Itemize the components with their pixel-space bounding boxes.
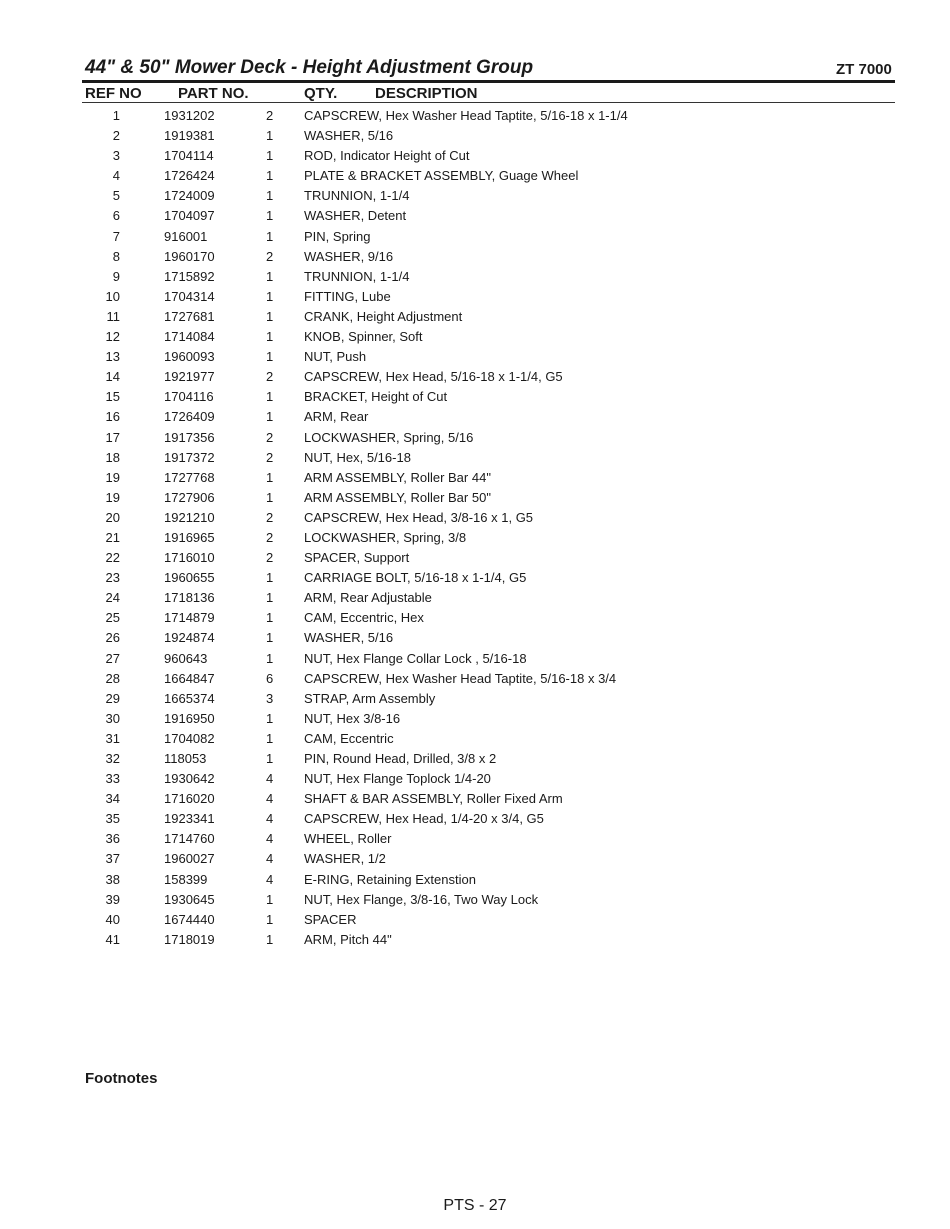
part-number-cell: 916001 <box>164 228 208 244</box>
part-number-cell: 1718136 <box>164 590 215 606</box>
description-cell: ARM ASSEMBLY, Roller Bar 50" <box>304 489 491 505</box>
ref-cell: 14 <box>105 369 120 385</box>
quantity-cell: 4 <box>266 811 274 827</box>
part-number-cell: 1916965 <box>164 529 215 545</box>
header-rule <box>82 80 895 83</box>
table-row <box>0 588 950 608</box>
table-row <box>0 508 950 528</box>
quantity-cell: 1 <box>266 891 274 907</box>
quantity-cell: 3 <box>266 690 274 706</box>
column-header-ref: REF NO <box>85 85 142 102</box>
quantity-cell: 1 <box>266 308 274 324</box>
part-number-cell: 1716020 <box>164 791 215 807</box>
table-row <box>0 126 950 146</box>
description-cell: CAPSCREW, Hex Washer Head Taptite, 5/16-18 x 1-1/4 <box>304 108 628 123</box>
ref-cell: 38 <box>105 871 120 887</box>
ref-cell: 4 <box>112 168 120 184</box>
part-number-cell: 1923341 <box>164 811 215 827</box>
table-row <box>0 307 950 327</box>
table-row <box>0 829 950 849</box>
quantity-cell: 4 <box>266 871 274 887</box>
ref-cell: 1 <box>112 108 120 123</box>
part-number-cell: 1714084 <box>164 329 215 345</box>
part-number-cell: 1917356 <box>164 429 215 445</box>
ref-cell: 10 <box>105 288 120 304</box>
quantity-cell: 4 <box>266 831 274 847</box>
quantity-cell: 1 <box>266 469 274 485</box>
table-row <box>0 709 950 729</box>
description-cell: CAM, Eccentric <box>304 730 394 746</box>
description-cell: E-RING, Retaining Extenstion <box>304 871 476 887</box>
table-row <box>0 749 950 769</box>
ref-cell: 39 <box>105 891 120 907</box>
ref-cell: 36 <box>105 831 120 847</box>
part-number-cell: 1727906 <box>164 489 215 505</box>
quantity-cell: 1 <box>266 228 274 244</box>
ref-cell: 11 <box>106 308 120 324</box>
ref-cell: 22 <box>105 550 120 566</box>
description-cell: STRAP, Arm Assembly <box>304 690 436 706</box>
column-header-part: PART NO. <box>178 85 249 102</box>
table-row <box>0 689 950 709</box>
quantity-cell: 2 <box>266 509 274 525</box>
description-cell: WASHER, 1/2 <box>304 851 386 867</box>
quantity-cell: 1 <box>266 329 274 345</box>
table-row <box>0 106 950 126</box>
quantity-cell: 2 <box>266 369 274 385</box>
table-row <box>0 287 950 307</box>
part-number-cell: 1716010 <box>164 550 215 566</box>
ref-cell: 7 <box>112 228 120 244</box>
ref-cell: 12 <box>105 329 120 345</box>
ref-cell: 19 <box>105 489 120 505</box>
table-row <box>0 267 950 287</box>
ref-cell: 33 <box>105 771 120 787</box>
table-row <box>0 347 950 367</box>
page-number: PTS - 27 <box>443 1197 507 1214</box>
quantity-cell: 4 <box>266 771 274 787</box>
quantity-cell: 1 <box>266 128 274 144</box>
table-row <box>0 428 950 448</box>
ref-cell: 5 <box>112 188 120 204</box>
description-cell: CAPSCREW, Hex Head, 3/8-16 x 1, G5 <box>304 509 534 525</box>
quantity-cell: 1 <box>266 148 274 164</box>
table-row <box>0 548 950 568</box>
ref-cell: 16 <box>105 409 120 425</box>
description-cell: SPACER <box>304 911 357 927</box>
table-row <box>0 890 950 910</box>
part-number-cell: 1704116 <box>164 389 214 405</box>
ref-cell: 31 <box>105 730 120 746</box>
quantity-cell: 4 <box>266 791 274 807</box>
part-number-cell: 1930645 <box>164 891 215 907</box>
ref-cell: 9 <box>112 268 120 284</box>
table-row <box>0 146 950 166</box>
description-cell: KNOB, Spinner, Soft <box>304 329 423 345</box>
part-number-cell: 1960093 <box>164 349 215 365</box>
description-cell: LOCKWASHER, Spring, 5/16 <box>304 429 474 445</box>
description-cell: TRUNNION, 1-1/4 <box>304 268 410 284</box>
parts-list <box>0 106 950 950</box>
part-number-cell: 1665374 <box>164 690 215 706</box>
description-cell: NUT, Hex Flange, 3/8-16, Two Way Lock <box>304 891 539 907</box>
description-cell: WASHER, 9/16 <box>304 248 394 264</box>
table-row <box>0 789 950 809</box>
ref-cell: 2 <box>112 128 120 144</box>
description-cell: ARM, Rear <box>304 409 369 425</box>
part-number-cell: 1704314 <box>164 288 215 304</box>
quantity-cell: 1 <box>266 570 274 586</box>
table-row <box>0 227 950 247</box>
part-number-cell: 1726409 <box>164 409 215 425</box>
quantity-cell: 4 <box>266 851 274 867</box>
ref-cell: 15 <box>105 389 120 405</box>
ref-cell: 8 <box>112 248 120 264</box>
quantity-cell: 1 <box>266 489 274 505</box>
description-cell: NUT, Hex Flange Toplock 1/4-20 <box>304 771 491 787</box>
ref-cell: 28 <box>105 670 120 686</box>
part-number-cell: 1727681 <box>164 308 215 324</box>
part-number-cell: 1715892 <box>164 268 215 284</box>
description-cell: PIN, Spring <box>304 228 371 244</box>
table-row <box>0 387 950 407</box>
table-row <box>0 769 950 789</box>
description-cell: PIN, Round Head, Drilled, 3/8 x 2 <box>304 751 497 766</box>
description-cell: WASHER, Detent <box>304 208 407 224</box>
part-number-cell: 1916950 <box>164 710 215 726</box>
description-cell: ARM ASSEMBLY, Roller Bar 44" <box>304 469 491 485</box>
quantity-cell: 2 <box>266 108 274 123</box>
ref-cell: 37 <box>105 851 120 867</box>
ref-cell: 30 <box>105 710 120 726</box>
description-cell: WASHER, 5/16 <box>304 128 394 144</box>
description-cell: NUT, Push <box>304 349 367 365</box>
table-row <box>0 488 950 508</box>
column-header-qty: QTY. <box>304 85 338 102</box>
part-number-cell: 1924874 <box>164 630 215 646</box>
column-header-description: DESCRIPTION <box>375 85 478 102</box>
part-number-cell: 1674440 <box>164 911 215 927</box>
part-number-cell: 1930642 <box>164 771 215 787</box>
ref-cell: 23 <box>105 570 120 586</box>
description-cell: WASHER, 5/16 <box>304 630 394 646</box>
table-row <box>0 468 950 488</box>
description-cell: SHAFT & BAR ASSEMBLY, Roller Fixed Arm <box>304 791 563 807</box>
part-number-cell: 1704097 <box>164 208 215 224</box>
table-row <box>0 206 950 226</box>
part-number-cell: 1931202 <box>164 108 215 123</box>
quantity-cell: 2 <box>266 529 274 545</box>
column-header-rule <box>82 102 895 103</box>
description-cell: FITTING, Lube <box>304 288 391 304</box>
table-row <box>0 628 950 648</box>
quantity-cell: 1 <box>266 349 274 365</box>
ref-cell: 41 <box>105 931 120 947</box>
part-number-cell: 118053 <box>164 751 207 766</box>
ref-cell: 34 <box>105 791 120 807</box>
part-number-cell: 1664847 <box>164 670 215 686</box>
ref-cell: 13 <box>105 349 120 365</box>
ref-cell: 3 <box>112 148 120 164</box>
description-cell: LOCKWASHER, Spring, 3/8 <box>304 529 467 545</box>
description-cell: SPACER, Support <box>304 550 410 566</box>
description-cell: NUT, Hex Flange Collar Lock , 5/16-18 <box>304 650 527 666</box>
part-number-cell: 1714760 <box>164 831 215 847</box>
ref-cell: 6 <box>112 208 120 224</box>
part-number-cell: 1919381 <box>164 128 215 144</box>
quantity-cell: 1 <box>266 610 274 626</box>
quantity-cell: 1 <box>266 208 274 224</box>
description-cell: NUT, Hex 3/8-16 <box>304 710 401 726</box>
quantity-cell: 1 <box>266 931 274 947</box>
table-row <box>0 166 950 186</box>
part-number-cell: 1960027 <box>164 851 215 867</box>
ref-cell: 24 <box>105 590 120 606</box>
part-number-cell: 1960170 <box>164 248 215 264</box>
quantity-cell: 1 <box>266 268 274 284</box>
part-number-cell: 1704114 <box>164 148 214 164</box>
quantity-cell: 2 <box>266 429 274 445</box>
quantity-cell: 2 <box>266 449 274 465</box>
quantity-cell: 1 <box>266 389 274 405</box>
part-number-cell: 1960655 <box>164 570 215 586</box>
ref-cell: 35 <box>105 811 120 827</box>
table-row <box>0 870 950 890</box>
part-number-cell: 1718019 <box>164 931 215 947</box>
ref-cell: 19 <box>105 469 120 485</box>
table-row <box>0 448 950 468</box>
quantity-cell: 1 <box>266 188 274 204</box>
quantity-cell: 1 <box>266 710 274 726</box>
description-cell: TRUNNION, 1-1/4 <box>304 188 410 204</box>
footnotes-heading: Footnotes <box>85 1070 158 1087</box>
table-row <box>0 608 950 628</box>
description-cell: CRANK, Height Adjustment <box>304 308 463 324</box>
description-cell: CAPSCREW, Hex Head, 1/4-20 x 3/4, G5 <box>304 811 544 827</box>
ref-cell: 21 <box>105 529 120 545</box>
description-cell: CAM, Eccentric, Hex <box>304 610 424 626</box>
part-number-cell: 1921210 <box>164 509 215 525</box>
part-number-cell: 1727768 <box>164 469 215 485</box>
table-row <box>0 367 950 387</box>
table-row <box>0 247 950 267</box>
part-number-cell: 1714879 <box>164 610 215 626</box>
quantity-cell: 1 <box>266 751 274 766</box>
table-row <box>0 407 950 427</box>
quantity-cell: 1 <box>266 650 274 666</box>
quantity-cell: 1 <box>266 288 274 304</box>
table-row <box>0 729 950 749</box>
table-row <box>0 669 950 689</box>
quantity-cell: 1 <box>266 590 274 606</box>
ref-cell: 32 <box>105 751 120 766</box>
ref-cell: 26 <box>105 630 120 646</box>
table-row <box>0 930 950 950</box>
part-number-cell: 1917372 <box>164 449 215 465</box>
ref-cell: 27 <box>105 650 120 666</box>
description-cell: CARRIAGE BOLT, 5/16-18 x 1-1/4, G5 <box>304 570 527 586</box>
part-number-cell: 1921977 <box>164 369 215 385</box>
quantity-cell: 1 <box>266 911 274 927</box>
table-row <box>0 809 950 829</box>
part-number-cell: 960643 <box>164 650 208 666</box>
part-number-cell: 1724009 <box>164 188 215 204</box>
quantity-cell: 1 <box>266 168 274 184</box>
quantity-cell: 1 <box>266 409 274 425</box>
ref-cell: 40 <box>105 911 120 927</box>
table-row <box>0 649 950 669</box>
table-row <box>0 568 950 588</box>
description-cell: NUT, Hex, 5/16-18 <box>304 449 411 465</box>
quantity-cell: 6 <box>266 670 274 686</box>
description-cell: BRACKET, Height of Cut <box>304 389 448 405</box>
quantity-cell: 1 <box>266 730 274 746</box>
ref-cell: 20 <box>105 509 120 525</box>
table-row <box>0 186 950 206</box>
description-cell: CAPSCREW, Hex Washer Head Taptite, 5/16-18 x 3/4 <box>304 670 617 686</box>
description-cell: ARM, Pitch 44" <box>304 931 392 947</box>
table-row <box>0 528 950 548</box>
quantity-cell: 2 <box>266 248 274 264</box>
ref-cell: 18 <box>105 449 120 465</box>
description-cell: ARM, Rear Adjustable <box>304 590 432 606</box>
description-cell: WHEEL, Roller <box>304 831 392 847</box>
description-cell: ROD, Indicator Height of Cut <box>304 148 470 164</box>
ref-cell: 29 <box>105 690 120 706</box>
description-cell: PLATE & BRACKET ASSEMBLY, Guage Wheel <box>304 168 579 184</box>
quantity-cell: 1 <box>266 630 274 646</box>
quantity-cell: 2 <box>266 550 274 566</box>
page-title: 44" & 50" Mower Deck - Height Adjustment Group <box>85 57 534 78</box>
description-cell: CAPSCREW, Hex Head, 5/16-18 x 1-1/4, G5 <box>304 369 563 385</box>
ref-cell: 25 <box>105 610 120 626</box>
ref-cell: 17 <box>105 429 120 445</box>
part-number-cell: 1704082 <box>164 730 215 746</box>
table-row <box>0 849 950 869</box>
table-row <box>0 910 950 930</box>
table-row <box>0 327 950 347</box>
part-number-cell: 1726424 <box>164 168 215 184</box>
model-label: ZT 7000 <box>836 61 892 78</box>
part-number-cell: 158399 <box>164 871 208 887</box>
